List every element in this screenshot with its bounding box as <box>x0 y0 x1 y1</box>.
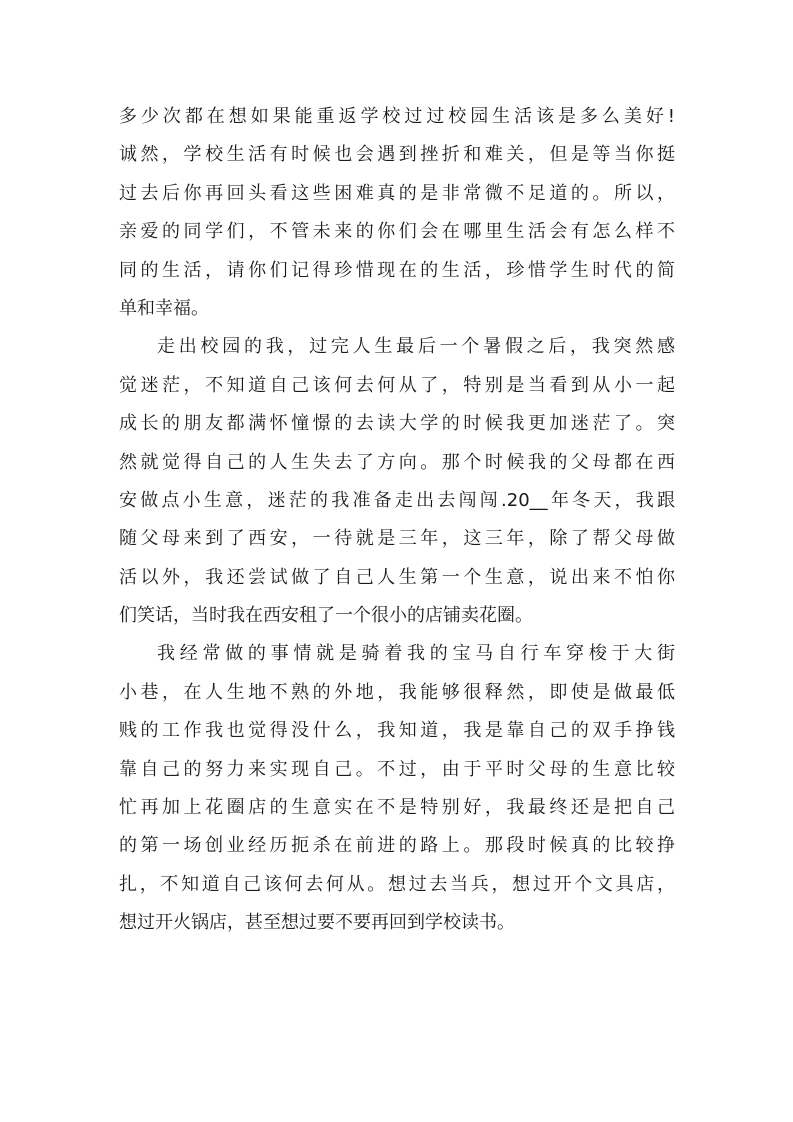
text-line: 同的生活，请你们记得珍惜现在的生活，珍惜学生时代的简 <box>119 259 675 281</box>
text-line: 贱的工作我也觉得没什么，我知道，我是靠自己的双手挣钱 <box>119 720 675 742</box>
text-line: 们笑话，当时我在西安租了一个很小的店铺卖花圈。 <box>119 605 533 627</box>
text-line: 活以外，我还尝试做了自己人生第一个生意，说出来不怕你 <box>119 566 675 588</box>
text-line: 小巷，在人生地不熟的外地，我能够很释然，即使是做最低 <box>119 681 675 703</box>
text-line: 扎，不知道自己该何去何从。想过去当兵，想过开个文具店， <box>119 873 675 895</box>
paragraph-first-line: 走出校园的我，过完人生最后一个暑假之后，我突然感 <box>157 336 675 358</box>
text-line: 觉迷茫，不知道自己该何去何从了，特别是当看到从小一起 <box>119 374 675 396</box>
text-line: 靠自己的努力来实现自己。不过，由于平时父母的生意比较 <box>119 758 675 780</box>
text-line: 多少次都在想如果能重返学校过过校园生活该是多么美好! <box>119 106 675 127</box>
text-line: 的第一场创业经历扼杀在前进的路上。那段时候真的比较挣 <box>119 835 675 857</box>
text-line: 单和幸福。 <box>119 297 209 319</box>
text-line: 诚然，学校生活有时候也会遇到挫折和难关，但是等当你挺 <box>119 144 675 166</box>
text-line: 成长的朋友都满怀憧憬的去读大学的时候我更加迷茫了。突 <box>119 413 675 435</box>
text-line: 忙再加上花圈店的生意实在不是特别好，我最终还是把自己 <box>119 797 675 819</box>
text-line: 想过开火锅店，甚至想过要不要再回到学校读书。 <box>119 912 515 934</box>
text-line: 亲爱的同学们，不管未来的你们会在哪里生活会有怎么样不 <box>119 221 675 243</box>
text-line: 安做点小生意，迷茫的我准备走出去闯闯.20__年冬天，我跟 <box>119 489 675 511</box>
text-line: 然就觉得自己的人生失去了方向。那个时候我的父母都在西 <box>119 451 675 473</box>
paragraph-first-line: 我经常做的事情就是骑着我的宝马自行车穿梭于大街 <box>157 643 675 665</box>
document-body <box>119 98 675 943</box>
text-line: 随父母来到了西安，一待就是三年，这三年，除了帮父母做 <box>119 528 675 550</box>
text-line: 过去后你再回头看这些困难真的是非常微不足道的。所以， <box>119 182 675 204</box>
